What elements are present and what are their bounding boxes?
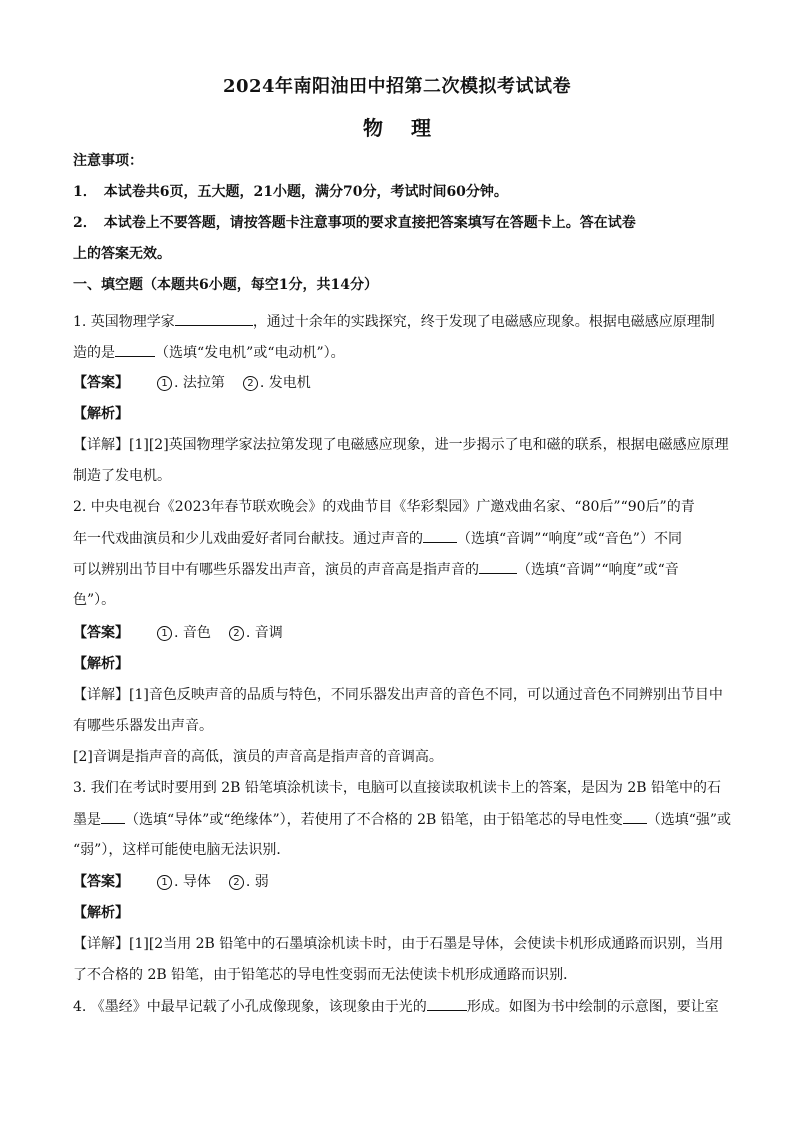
q1-detail-1: 【详解】[1][2]英国物理学家法拉第发现了电磁感应现象，进一步揭示了电和磁的联系，根据电磁感应原理 [73, 437, 729, 453]
circle-2-icon: 2 [229, 875, 244, 890]
answer-label: 【答案】 [73, 375, 129, 391]
q2-blank-1 [423, 529, 457, 543]
answer-label: 【答案】 [73, 625, 129, 641]
subject-char-1: 物 [363, 116, 383, 140]
q2-detail-2: 有哪些乐器发出声音。 [73, 718, 213, 734]
q2-analysis-label: 【解析】 [73, 656, 129, 672]
q3-analysis-label: 【解析】 [73, 905, 129, 921]
q3-line-1: 3. 我们在考试时要用到 2B 铅笔填涂机读卡，电脑可以直接读取机读卡上的答案，是因为 2B 铅笔中的石 [73, 780, 721, 796]
q1-blank-2 [115, 343, 155, 357]
q1-text-b: ，通过十余年的实践探究，终于发现了电磁感应现象。根据电磁感应原理制 [252, 314, 715, 330]
q4-text-a: 4. 《墨经》中最早记载了小孔成像现象，该现象由于光的 [73, 999, 427, 1015]
q2-blank-2 [479, 560, 517, 574]
q3-text-b: （选填“导体”或“绝缘体”），若使用了不合格的 2B 铅笔，由于铅笔芯的导电性变 [125, 812, 623, 828]
circle-1-icon: 1 [157, 875, 172, 890]
q2-line-3 [73, 560, 723, 579]
notes-item-2-line-2: 上的答案无效。 [73, 246, 171, 262]
q1-answer-1: . 法拉第 [174, 375, 225, 391]
q4-text-b: 形成。如图为书中绘制的示意图，要让室 [466, 999, 719, 1015]
q3-line-3: “弱”），这样可能使电脑无法识别． [73, 842, 291, 858]
q1-detail-2: 制造了发电机。 [73, 468, 171, 484]
q2-answer-1: . 音色 [174, 625, 211, 641]
q1-text-a: 1. 英国物理学家 [73, 314, 175, 330]
q2-text-a: 年一代戏曲演员和少儿戏曲爱好者同台献技。通过声音的 [73, 531, 423, 547]
q3-detail-2: 了不合格的 2B 铅笔，由于铅笔芯的导电性变弱而无法使读卡机形成通路而识别． [73, 967, 578, 983]
q1-blank-1 [175, 312, 253, 326]
q2-line-4: 色”）。 [73, 592, 116, 608]
subject-char-2: 理 [411, 116, 431, 140]
q3-answer-2: . 弱 [245, 874, 269, 890]
q2-line-2 [73, 529, 723, 548]
q3-detail-1: 【详解】[1][2当用 2B 铅笔中的石墨填涂机读卡时，由于石墨是导体，会使读卡机形成通路而识别，当用 [73, 936, 724, 952]
q4-line-1 [73, 997, 723, 1016]
circle-2-icon: 2 [229, 626, 244, 641]
q3-text-a: 墨是 [73, 812, 101, 828]
q3-blank-2 [623, 810, 647, 824]
q3-text-c: （选填“强”或 [646, 812, 732, 828]
q3-answer-1: . 导体 [174, 874, 211, 890]
q1-text-d: （选填“发电机”或“电动机”）。 [155, 345, 345, 361]
section-1-heading: 一、填空题（本题共6小题，每空1分，共14分） [73, 277, 378, 293]
q2-text-d: （选填“音调”“响度”或“音 [517, 562, 679, 578]
q1-line-1 [73, 312, 723, 331]
q2-text-b: （选填“音调”“响度”或“音色”）不同 [457, 531, 682, 547]
q2-detail-3: [2]音调是指声音的高低，演员的声音高是指声音的音调高。 [73, 749, 443, 765]
circle-1-icon: 1 [157, 626, 172, 641]
q1-line-2 [73, 343, 723, 362]
q1-answer [73, 374, 723, 392]
q2-detail-1: 【详解】[1]音色反映声音的品质与特色，不同乐器发出声音的音色不同，可以通过音色不同辨别出节目中 [73, 687, 723, 703]
q2-answer [73, 624, 723, 642]
q2-text-c: 可以辨别出节目中有哪些乐器发出声音，演员的声音高是指声音的 [73, 562, 479, 578]
q4-blank-1 [427, 997, 467, 1011]
q1-answer-2: . 发电机 [259, 375, 311, 391]
circle-2-icon: 2 [243, 376, 258, 391]
notes-item-2-line-1: 2． 本试卷上不要答题，请按答题卡注意事项的要求直接把答案填写在答题卡上。答在试卷 [73, 215, 636, 231]
q1-analysis-label: 【解析】 [73, 406, 129, 422]
circle-1-icon: 1 [157, 376, 172, 391]
answer-label: 【答案】 [73, 874, 129, 890]
q2-answer-2: . 音调 [245, 625, 283, 641]
subject-title [0, 112, 794, 141]
notes-heading: 注意事项： [73, 153, 143, 169]
exam-title: 2024年南阳油田中招第二次模拟考试试卷 [222, 76, 572, 97]
notes-item-1: 1． 本试卷共6页，五大题，21小题，满分70分，考试时间60分钟。 [73, 184, 508, 200]
q3-blank-1 [101, 810, 125, 824]
q3-line-2 [73, 810, 732, 829]
q3-answer [73, 873, 723, 891]
q1-text-c: 造的是 [73, 345, 115, 361]
q2-line-1: 2. 中央电视台《2023年春节联欢晚会》的戏曲节目《华彩梨园》广邀戏曲名家、“80后”“90后”的青 [73, 499, 695, 515]
